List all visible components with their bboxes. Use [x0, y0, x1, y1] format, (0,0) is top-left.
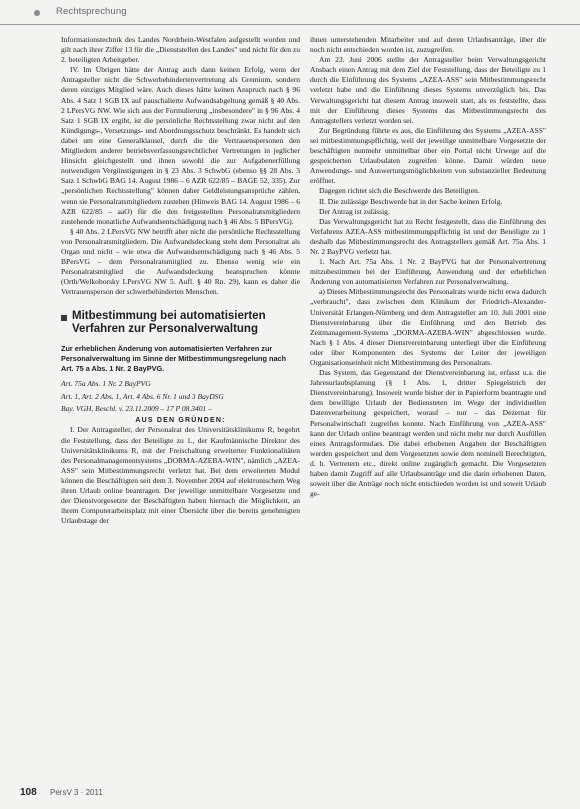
right-paragraph: Am 23. Juni 2006 stellte der Antragsteller beim Verwaltungsgericht Ansbach einen Antrag mit dem Ziel der Feststellung, dass der Beteiligte zu 1 durch die Einführung des Systems „AZEA-ASS" sein Mitbestimmungsrecht verletzt habe und die Einführung dieses Systems unverzüglich bis, Das Verwaltungsgericht hat diesem Antrag insoweit statt, als es feststellte, dass mit der Einführung dieses Systems das Mitbestimmungsrecht des Antragstellers verletzt worden sei. [310, 55, 546, 125]
article-heading: Mitbestimmung bei automatisierten Verfahren zur Personalverwaltung [72, 310, 266, 336]
section-header: Rechtsprechung [56, 6, 127, 17]
right-paragraph: Der Antrag ist zulässig. [319, 206, 390, 216]
right-paragraph: II. Die zulässige Beschwerde hat in der Sache keinen Erfolg. [319, 196, 503, 206]
right-paragraph: a) Dieses Mitbestimmungsrecht des Personalrats wurde nicht etwa dadurch „verbraucht", dass zwischen dem Klinikum der Friedrich-Alexander-Universität Erlangen-Nürnberg und dem Antragsteller am 10. Juli 2001 eine Dienstvereinbarung über die Einführung und den Betrieb des Zeitmanagement-Systems „DORMA-AZEBA-WIN" abgeschlossen wurde. Nach § 1 Abs. 4 dieser Dienstvereinbarung unterliegt über die Einführung oder über Komponenten des Systems der Leiter der jeweiligen Organisationseinheit nicht Mitbestimmung des Personalrats. [310, 287, 546, 367]
left-paragraph: Informationstechnik des Landes Nordrhein-Westfalen aufgestellt worden und gilt nach ihrer Ziffer 13 für die „Dienststellen des Landes" und nicht für den zu 2. beteiligten Arbeitgeber. [61, 35, 300, 65]
issue-label: PersV 3 · 2011 [50, 788, 103, 797]
right-paragraph: Dagegen richtet sich die Beschwerde des Beteiligten. [319, 186, 480, 196]
court-citation: Bay. VGH, Beschl. v. 23.11.2009 – 17 P 08.3401 – [61, 404, 212, 414]
right-paragraph: ihnen unterstehenden Mitarbeiter und auf deren Urlaubsanträge, über die noch nicht entschieden worden ist, zuzugreifen. [310, 35, 546, 55]
left-paragraph: I. Der Antragsteller, der Personalrat des Universitätsklinikums R, begehrt die Feststellung, dass der Beteiligte zu 1., der Kaufmännische Direktor des Universitätsklinikums R, mit der Freischaltung erweiterter Funktionalitäten des Personalmanagementsystems „DORMA-AZEBA-WIN", nämlich „AZEA-ASS" sein Mitbestimmungsrecht verletzt hat. Bei dem erweiterten Modul können die Beschäftigten seit dem 3. November 2004 auf elektronischem Weg ihren Urlaub online beantragen. Der jeweilige unmittelbare Vorgesetzte und der Dienstvorgesetzte der Beschäftigten haben hiernach die Möglichkeit, an ihrem Computerarbeitsplatz mit einer Übersicht über die bereits genehmigten Urlaubstage der [61, 425, 300, 526]
heading-square-icon [61, 315, 67, 321]
left-paragraph: IV. Im Übrigen hätte der Antrag auch dann keinen Erfolg, wenn der Antragsteller nicht die Schwerbehindertenvertretung als Gremium, sondern deren einziges Mitglied wäre. Auch dieses hätte keinen Anspruch nach § 96 Abs. 4 Satz 1 SGB IX auf pauschalierte Aufwandsabgeltung gemäß § 40 Abs. 2 LPersVG NW. Wie sich aus der Formulierung „insbesondere" in § 96 Abs. 4 Satz 1 SGB IX ergibt, ist die persönliche Rechtsstellung zwar nicht auf den Kündigungs-, Versetzungs- und Abordnungsschutz beschränkt. Es handelt sich dabei um eine Generalklausel, durch die die Vertrauenspersonen den Mitgliedern anderer betriebsverfassungsrechtlicher Vertretungen in jeglicher Hinsicht gleichgestellt und ihnen sowohl die zur Aufgabenerfüllung notwendigen Vergünstigungen in § 23 Abs. 3 SchwbG (ebenso §§ 28 Abs. 3 Satz 1 SchwbG BAG 14. August 1986 – 6 AZR 622/85 – BAGE 52, 335). Zur „persönlichen Rechtsstellung" können daher Geldleistungsansprüche zählen, wenn sie Personalratsmitgliedern zustehen (Hinweis BAG 14. August 1986 – 6 AZR 622/85 – aaO) für die den freigestellten Personalratsmitgliedern zustehende monatliche Aufwandsentschädigung nach § 46 Abs. 5 BPersVG). [61, 65, 300, 226]
legal-reference: Art. 75a Abs. 1 Nr. 2 BayPVG [61, 379, 151, 389]
right-paragraph: Das System, das Gegenstand der Dienstvereinbarung ist, erfasst u.a. die Jahresurlaubsplanung (§ 1 Abs. 1, dritter Spiegelstrich der Dienstvereinbarung). Insoweit wurde bisher der in Papierform beantragte und dem bewilligte Urlaub der Bediensteten im Wege der individuellen Datenverarbeitung gespeichert, worauf – nur – das Dezernat für Personalwirtschaft zugreifen konnte. Nach Einführung von „AZEA-ASS" kann der Urlaub online beantragt werden und nicht mehr nur durch Ausfüllen eines Antragsformulars. Die dabei erhobenen Angaben der Beschäftigten werden gespeichert und dem Vorgesetzten sowie dem nominell Berechtigten, d. h. Vertretern etc., direkt online zugänglich gemacht. Die Vorgesetzten haben damit Zugriff auf alle Urlaubsanträge und die darin erhobenen Daten, soweit über die Anträge noch nicht entschieden worden ist und soweit Urlaub ge- [310, 368, 546, 499]
left-column [61, 35, 300, 526]
header-rule [0, 24, 580, 25]
article-lead: Zur erheblichen Änderung von automatisierten Verfahren zur Personalverwaltung im Sinne der Mitbestimmungsregelung nach Art. 75 a Abs. 1 Nr. 2 BayPVG. [61, 344, 287, 373]
article-heading-block [61, 310, 300, 336]
header-bullet [34, 10, 40, 16]
right-column [310, 35, 546, 499]
right-paragraph: Zur Begründung führte es aus, die Einführung des Systems „AZEA-ASS" sei mitbestimmungspflichtig, weil der jeweilige unmittelbare Vorgesetzte der beschäftigten nunmehr unmittelbar über ein Portal nicht Urwege auf die gespeicherten Urlaubsdaten zugreifen könne. Damit würden neue Anwendungs- und Auswertungsmöglichkeiten von substanzieller Bedeutung eröffnet. [310, 125, 546, 186]
right-paragraph: 1. Nach Art. 75a Abs. 1 Nr. 2 BayPVG hat der Personalvertretung mitzubestimmen bei der Einführung, Anwendung und der erheblichen Änderung von automatisierten Verfahren zur Personalverwaltung. [310, 257, 546, 287]
page-number: 108 [20, 787, 37, 798]
left-paragraph: § 40 Abs. 2 LPersVG NW betrifft aber nicht die persönliche Rechtsstellung von Personalratsmitgliedern. Die Aufwandsdeckung steht dem Personalrat als Organ und nicht – wie etwa die Aufwandsentschädigung nach § 46 Abs. 5 BPersVG – dem Personalratsmitglied zu. Ebenso wenig wie ein Personalratsmitglied die Aufwandsdeckung beanspruchen könnte (Orth/Welkoborsky LPersVG NW 5. Aufl. § 40 Rn. 29), kann es daher die Vertrauensperson der schwerbehinderten Menschen. [61, 226, 300, 297]
page-footer [0, 787, 580, 805]
right-paragraph: Das Verwaltungsgericht hat zu Recht festgestellt, dass die Einführung des Verfahrens AZEA-ASS mitbestimmungspflichtig ist und der Beteiligte zu 1 deshalb das Mitbestimmungsrecht des Antragstellers gemäß Art. 75a Abs. 1 Nr. 2 BayPVG verletzt hat. [310, 216, 546, 256]
legal-reference: Art. 1, Art. 2 Abs. 1, Art. 4 Abs. 6 Nr. 1 und 3 BayDSG [61, 391, 224, 401]
grounds-label: AUS DEN GRÜNDEN: [135, 417, 226, 425]
